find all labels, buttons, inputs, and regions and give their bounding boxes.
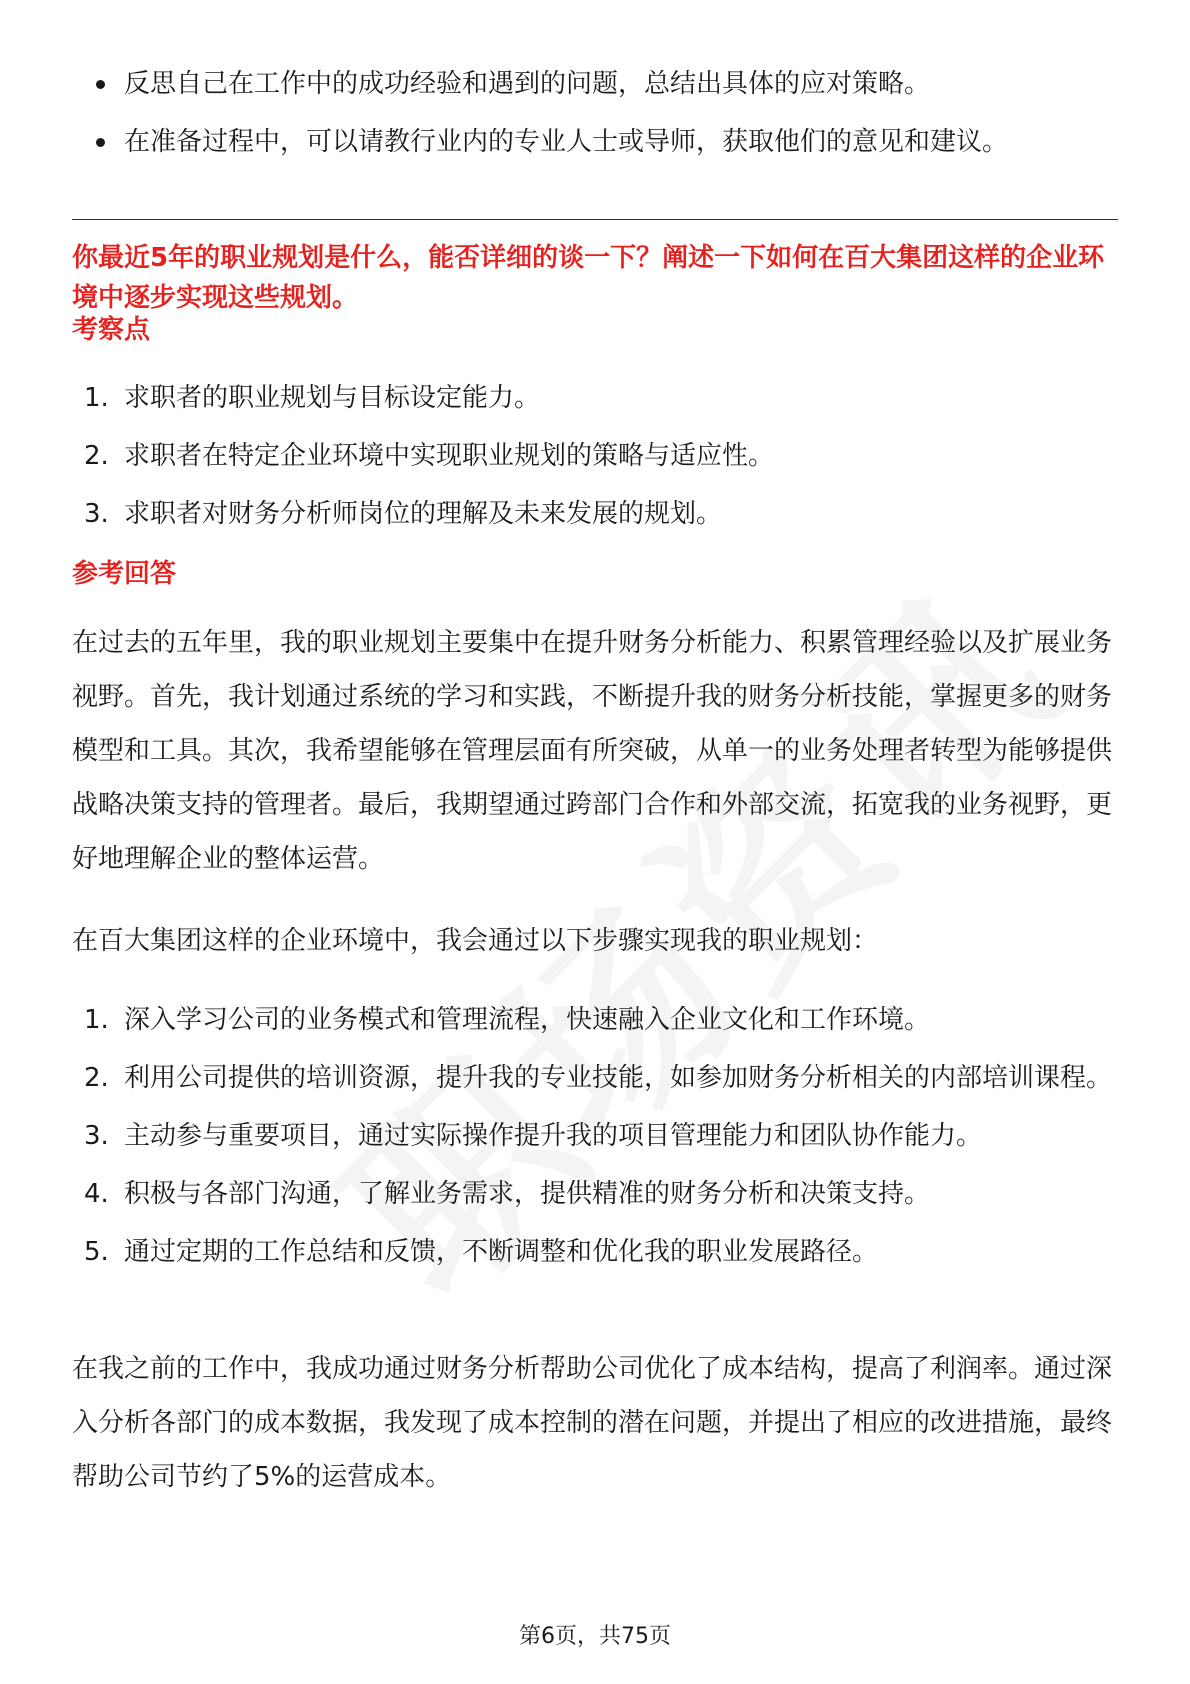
list-item: 2. 利用公司提供的培训资源，提升我的专业技能，如参加财务分析相关的内部培训课程。 [84, 1063, 1113, 1093]
answer-paragraph-1: 在过去的五年里，我的职业规划主要集中在提升财务分析能力、积累管理经验以及扩展业务视野。首先，我计划通过系统的学习和实践，不断提升我的财务分析技能，掌握更多的财务模型和工具。其次，我希望能够在管理层面有所突破，从单一的业务处理者转型为能够提供战略决策支持的管理者。最后，我期望通过跨部门合作和外部交流，拓宽我的业务视野，更好地理解企业的整体运营。 [72, 628, 1113, 874]
steps-list [72, 1000, 1118, 1290]
answer-label: 参考回答 [72, 559, 177, 589]
answer-paragraph-3: 在我之前的工作中，我成功通过财务分析帮助公司优化了成本结构，提高了利润率。通过深入分析各部门的成本数据，我发现了成本控制的潜在问题，并提出了相应的改进措施，最终帮助公司节约了5%的运营成本。 [72, 1354, 1113, 1492]
page-number-footer: 第6页，共75页 [519, 1624, 671, 1649]
bullet-dot-icon [96, 80, 105, 89]
list-item: 3. 求职者对财务分析师岗位的理解及未来发展的规划。 [84, 499, 723, 529]
assessment-label: 考察点 [72, 315, 151, 345]
list-item: 1. 深入学习公司的业务模式和管理流程，快速融入企业文化和工作环境。 [84, 1005, 931, 1035]
question-heading: 你最近5年的职业规划是什么，能否详细的谈一下？阐述一下如何在百大集团这样的企业环境中逐步实现这些规划。 [72, 243, 1105, 313]
list-item: 反思自己在工作中的成功经验和遇到的问题，总结出具体的应对策略。 [72, 64, 1118, 104]
document-page [72, 0, 1118, 1684]
assessment-list [72, 378, 1118, 552]
list-item: 1. 求职者的职业规划与目标设定能力。 [84, 383, 541, 413]
bullet-dot-icon [96, 138, 105, 147]
list-item: 2. 求职者在特定企业环境中实现职业规划的策略与适应性。 [84, 441, 775, 471]
section-divider [72, 219, 1118, 220]
list-item: 4. 积极与各部门沟通，了解业务需求，提供精准的财务分析和决策支持。 [84, 1179, 931, 1209]
list-item: 5. 通过定期的工作总结和反馈，不断调整和优化我的职业发展路径。 [84, 1237, 879, 1267]
answer-paragraph-2: 在百大集团这样的企业环境中，我会通过以下步骤实现我的职业规划： [72, 926, 879, 956]
bullet-list [72, 64, 1118, 180]
list-item: 3. 主动参与重要项目，通过实际操作提升我的项目管理能力和团队协作能力。 [84, 1121, 983, 1151]
list-item: 在准备过程中，可以请教行业内的专业人士或导师，获取他们的意见和建议。 [72, 122, 1118, 162]
